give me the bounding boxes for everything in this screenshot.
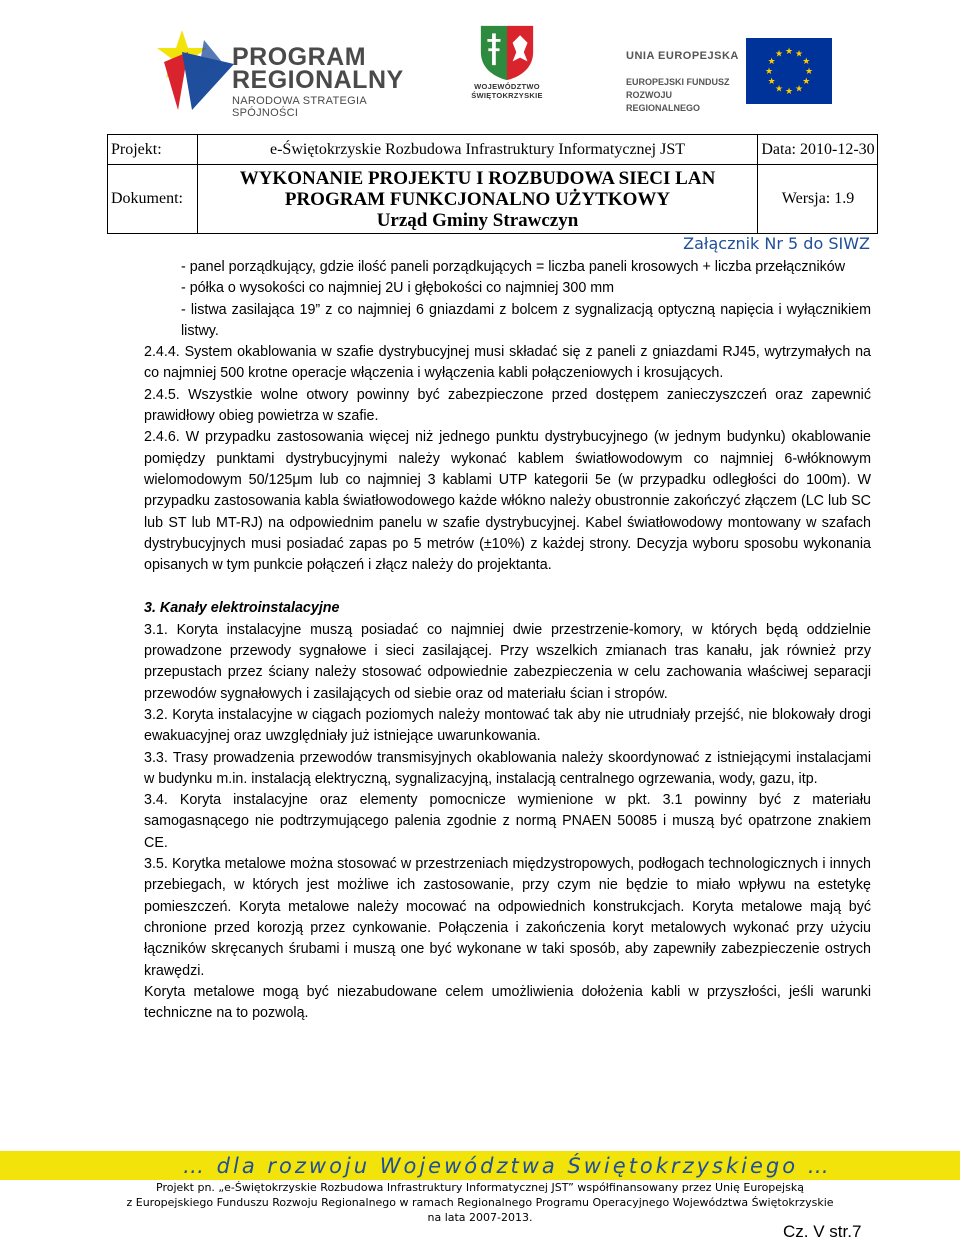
list-item-panel: - panel porządkujący, gdzie ilość paneli porządkujących = liczba paneli krosowych + liczba przełączników xyxy=(181,259,846,275)
section-heading-3: 3. Kanały elektroinstalacyjne xyxy=(144,600,340,617)
document-version: Wersja: 1.9 xyxy=(781,190,855,207)
ue-logo-line1: UNIA EUROPEJSKA xyxy=(626,50,739,62)
wojewodztwo-logo-line1: WOJEWÓDZTWO xyxy=(474,82,540,91)
ue-logo-line2: EUROPEJSKI FUNDUSZ xyxy=(626,77,730,87)
wojewodztwo-logo-line2: ŚWIĘTOKRZYSKIE xyxy=(471,91,543,100)
footer-line2: z Europejskiego Funduszu Rozwoju Regionalnego w ramach Regionalnego Programu Operacyjnego Województwa Świętokrzyskie xyxy=(126,1196,834,1209)
svg-text:★: ★ xyxy=(764,67,774,77)
svg-text:★: ★ xyxy=(767,57,776,67)
eu-flag-icon xyxy=(746,38,832,104)
document-date: Data: 2010-12-30 xyxy=(761,140,875,158)
program-logo-line1: PROGRAM xyxy=(232,43,367,71)
program-logo-line2: REGIONALNY xyxy=(232,66,404,94)
wojewodztwo-shield-icon xyxy=(479,24,535,82)
svg-text:★: ★ xyxy=(774,84,784,95)
footer-line3: na lata 2007-2013. xyxy=(427,1211,533,1224)
paragraph-3-1: 3.1. Koryta instalacyjne muszą posiadać co najmniej dwie przestrzenie-komory, w których będą oddzielnie prowadzone przewody sygnałowe i sieci zasilającej. Przy wszelkich zmianach tras kanału, jak również przy przepustach przez ściany należy stosować odpowiednie zabezpieczenia w celu zachowania właściwej separacji przewodów sygnałowych i zasilających od siebie oraz od materiału ścian i stropów. xyxy=(144,621,871,702)
svg-text:★: ★ xyxy=(784,87,794,97)
attachment-label: Załącznik Nr 5 do SIWZ xyxy=(683,234,870,253)
paragraph-3-2: 3.2. Koryta instalacyjne w ciągach poziomych należy montować tak aby nie utrudniały przejść, nie blokowały drogi ewakuacyjnej oraz uwzględniały już istniejące uwarunkowania. xyxy=(144,706,871,745)
svg-text:★: ★ xyxy=(767,77,776,87)
svg-text:★: ★ xyxy=(794,84,804,95)
document-title-line2: PROGRAM FUNKCJONALNO UŻYTKOWY xyxy=(284,188,671,210)
paragraph-3-3: 3.3. Trasy prowadzenia przewodów transmisyjnych okablowania należy skoordynować z istniejącymi instalacjami w budynku m.in. instalacją elektryczną, sygnalizacyjną, instalacją centralnego ogrzewania, wody, gazu, itp. xyxy=(144,749,871,787)
svg-text:★: ★ xyxy=(774,49,784,60)
svg-text:★: ★ xyxy=(804,67,814,77)
paragraph-2-4-5: 2.4.5. Wszystkie wolne otwory powinny być zabezpieczone przed dostępem zanieczyszczeń oraz zapewnić prawidłowy obieg powietrza w szafie. xyxy=(144,386,871,425)
program-regionalny-mark-icon xyxy=(152,22,234,110)
footer-slogan-band xyxy=(0,1151,960,1180)
program-logo-line3: NARODOWA STRATEGIA SPÓJNOŚCI xyxy=(232,95,367,119)
paragraph-3-5: 3.5. Korytka metalowe można stosować w przestrzeniach międzystropowych, podłogach technologicznych i innych przebiegach, w których jest możliwe ich zastosowanie, przy czym nie będzie to miało wpływu na estetykę pomieszczeń. Koryta metalowe należy mocować na odpowiednich konstrukcjach. Koryta metalowe mają być chronione przed korozją przez cynkowanie. Połączenia i zakończenia koryt metalowych wykonać przy użyciu łączników skręcanych śrubami i muszą one być wykonane w taki sposób, aby zapewniły zabezpieczenie ostrych krawędzi. xyxy=(144,856,871,979)
svg-text:★: ★ xyxy=(802,57,811,67)
document-title-line3: Urząd Gminy Strawczyn xyxy=(376,209,579,231)
project-label: Projekt: xyxy=(108,135,198,164)
svg-text:★: ★ xyxy=(794,49,804,60)
project-name: e-Świętokrzyskie Rozbudowa Infrastruktury Informatycznej JST xyxy=(198,135,758,164)
footer-cofinancing-note xyxy=(0,1180,960,1225)
unia-europejska-logo xyxy=(626,36,836,113)
list-item-power-strip: - listwa zasilająca 19” z co najmniej 6 gniazdami z bolcem z sygnalizacją optyczną napięcia i wyłącznikiem listwy. xyxy=(181,301,871,339)
document-label: Dokument: xyxy=(108,164,198,234)
paragraph-2-4-6: 2.4.6. W przypadku zastosowania więcej niż jednego punktu dystrybucyjnego (w jednym budynku) okablowanie pomiędzy punktami dystrybucyjnymi należy wykonać kablem światłowodowym co najmniej 6-włóknowym wielomodowym 50/125μm lub co najmniej 3 kablami UTP kategorii 5e (w przypadku odległości do 100m). W przypadku zastosowania kabla światłowodowego każde włókno należy obustronnie zakończyć złączem (LC lub SC lub ST lub MT-RJ) na odpowiednim panelu w szafie dystrybucyjnej. Kabel światłowodowy montowany w szafach dystrybucyjnych musi posiadać zapas po 5 metrów (±10%) z każdej strony. Decyzja wyboru sposobu wykonania opisanych w tym punkcie połączeń i złącz należy do projektanta. xyxy=(144,429,871,574)
paragraph-3-4: 3.4. Koryta instalacyjne oraz elementy pomocnicze wymienione w pkt. 3.1 powinny być z materiału samogasnącego nie podtrzymującego palenia zgodnie z normą PNAEN 50085 i muszą być opatrzone znakiem CE. xyxy=(144,792,871,851)
svg-text:★: ★ xyxy=(784,47,794,57)
ue-logo-line3: ROZWOJU REGIONALNEGO xyxy=(626,90,701,113)
program-regionalny-logo xyxy=(152,22,432,119)
paragraph-3-5-cont: Koryta metalowe mogą być niezabudowane celem umożliwienia dołożenia kabli w przyszłości, jeśli warunki techniczne na to pozwolą. xyxy=(144,983,871,1022)
wojewodztwo-logo xyxy=(466,24,548,108)
paragraph-2-4-4: 2.4.4. System okablowania w szafie dystrybucyjnej musi składać się z paneli z gniazdami RJ45, wytrzymałych na co najmniej 500 krotne operacje włączenia i wyłączenia kabli połączeniowych i krosujących. xyxy=(144,344,871,382)
document-title xyxy=(198,164,758,234)
page-number: Cz. V str.7 xyxy=(783,1222,862,1241)
document-title-line1: WYKONANIE PROJEKTU I ROZBUDOWA SIECI LAN xyxy=(239,167,716,189)
document-body xyxy=(144,257,871,1024)
footer-line1: Projekt pn. „e-Świętokrzyskie Rozbudowa Infrastruktury Informatycznej JST” współfinansowany przez Unię Europejską xyxy=(156,1181,804,1194)
list-item-shelf: - półka o wysokości co najmniej 2U i głębokości co najmniej 300 mm xyxy=(181,280,615,297)
footer-slogan: … dla rozwoju Województwa Świętokrzyskiego … xyxy=(183,1154,832,1178)
svg-text:★: ★ xyxy=(802,77,811,87)
document-header-table xyxy=(107,134,878,234)
